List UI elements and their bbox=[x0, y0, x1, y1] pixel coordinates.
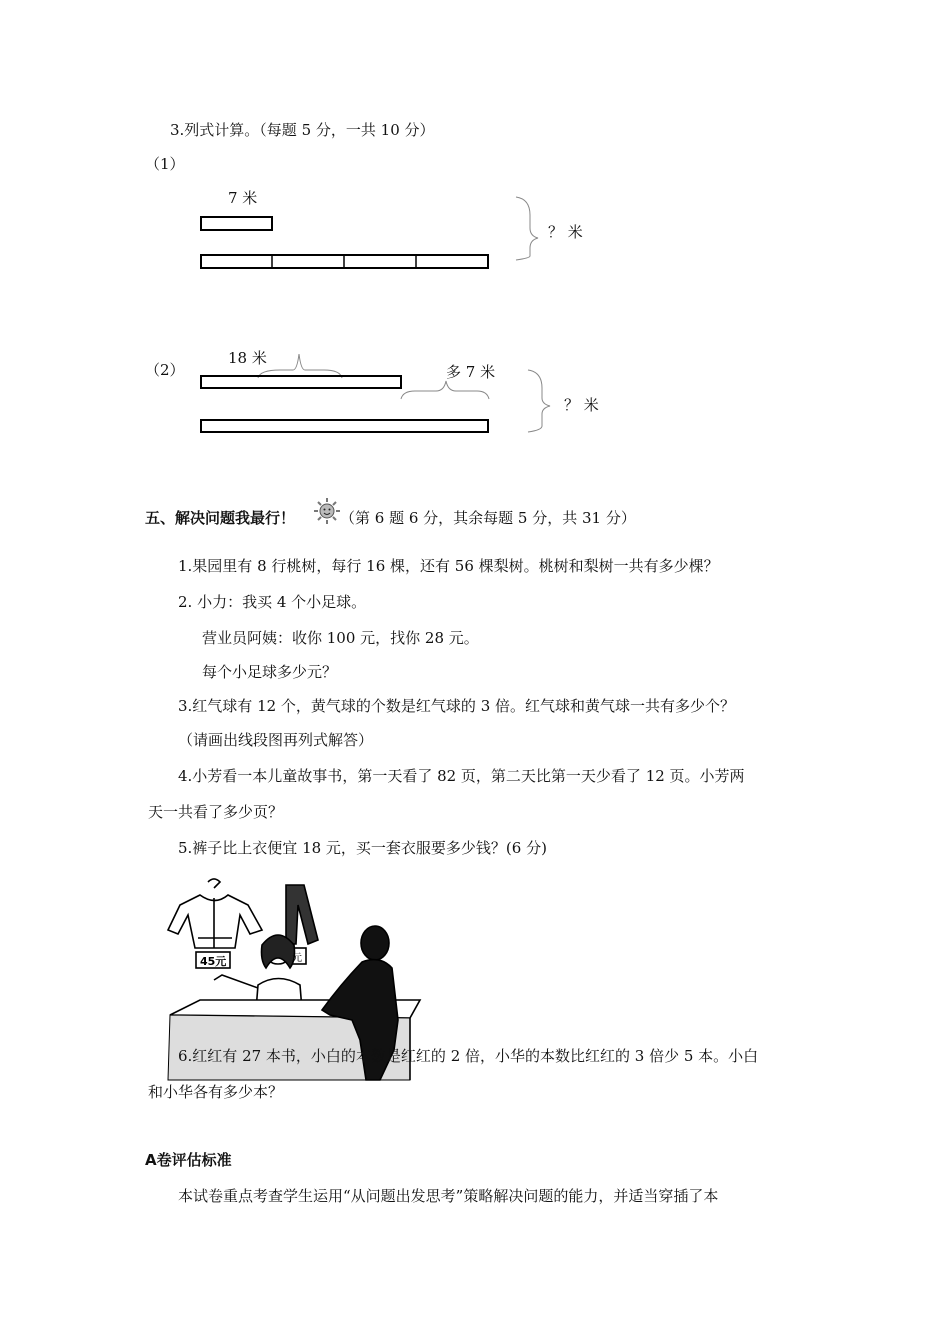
problem-4-line1: 4.小芳看一本儿童故事书，第一天看了 82 页，第二天比第一天少看了 12 页。小芳两 bbox=[178, 767, 745, 785]
customer-head bbox=[361, 926, 389, 960]
jacket-shape bbox=[168, 895, 262, 948]
problem-2-line1: 2. 小力：我买 4 个小足球。 bbox=[178, 593, 367, 611]
q1-question-label: ？ 米 bbox=[548, 223, 583, 241]
q1-segment-label: 7 米 bbox=[228, 189, 258, 207]
section3-heading: 3.列式计算。（每题 5 分，一共 10 分） bbox=[170, 121, 435, 139]
problem-3-line2: （请画出线段图再列式解答） bbox=[178, 731, 374, 749]
problem-3-line1: 3.红气球有 12 个，黄气球的个数是红气球的 3 倍。红气球和黄气球一共有多少个？ bbox=[178, 697, 736, 715]
problem-6-line1: 6.红红有 27 本书，小白的本数是红红的 2 倍，小华的本数比红红的 3 倍少 5 本。小白 bbox=[178, 1047, 759, 1065]
problem-1: 1.果园里有 8 行桃树，每行 16 棵，还有 56 棵梨树。桃树和梨树一共有多少棵？ bbox=[178, 557, 719, 575]
pants-shape bbox=[286, 885, 318, 944]
standard-text: 本试卷重点考查学生运用“从问题出发思考”策略解决问题的能力，并适当穿插了本 bbox=[178, 1187, 719, 1205]
section5-heading: 五、解决问题我最行！ bbox=[145, 509, 296, 527]
problem-2-line3: 每个小足球多少元？ bbox=[202, 663, 338, 681]
q1-label: （1） bbox=[145, 155, 185, 173]
pants-price-text: 元 bbox=[292, 953, 302, 964]
q2-more-label: 多 7 米 bbox=[446, 363, 496, 381]
problem-5: 5.裤子比上衣便宜 18 元，买一套衣服要多少钱？(6 分) bbox=[178, 839, 547, 857]
q2-segment-label: 18 米 bbox=[228, 349, 267, 367]
problem-2-line2: 营业员阿姨：收你 100 元，找你 28 元。 bbox=[202, 629, 479, 647]
standard-heading: A卷评估标准 bbox=[145, 1151, 232, 1169]
section5-score-note: （第 6 题 6 分，其余每题 5 分，共 31 分） bbox=[340, 509, 636, 527]
jacket-price-text: 45元 bbox=[200, 955, 227, 968]
problem-6-line2: 和小华各有多少本？ bbox=[148, 1083, 284, 1101]
q2-label: （2） bbox=[145, 361, 185, 379]
problem-4-line2: 天一共看了多少页？ bbox=[148, 803, 284, 821]
q2-question-label: ？ 米 bbox=[564, 396, 599, 414]
